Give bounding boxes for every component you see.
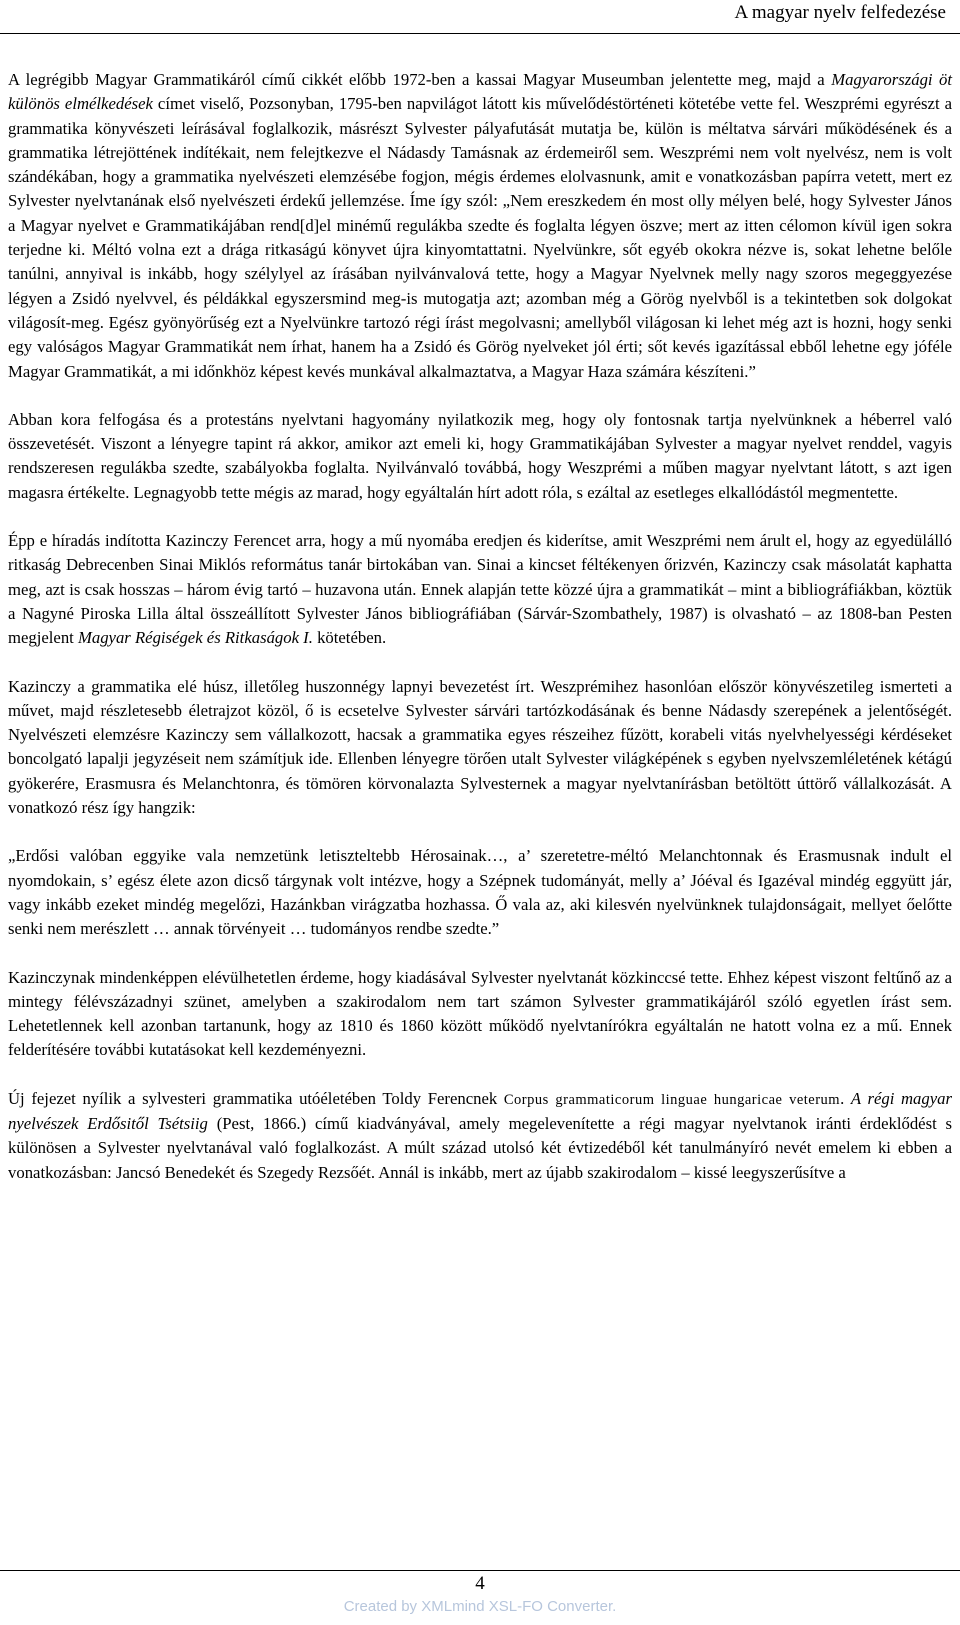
body-text	[8, 68, 952, 1209]
book-title-italic: Magyar Régiségek és Ritkaságok I.	[77, 628, 313, 648]
book-title-italic: Magyarországi öt különös elmélkedések	[8, 70, 953, 114]
paragraph-7-text-cont: (Pest, 1866.) című kiadványával, amely megelevenítette a régi magyar nyelvtanok iránti érdeklődést s különösen a Sylvester nyelvtanával való foglalkozást. A múlt század utolsó két évtizedéből két tanulmányíró nevét emelem ki ebben a vonatkozásban: Jancsó Benedekét és Szegedy Rezsőét. Annál is inkább, mert az újabb szakirodalom – kissé leegyszerűsítve a	[8, 1113, 952, 1182]
page-number: 4	[475, 1573, 485, 1594]
running-header	[0, 0, 960, 34]
header-title: A magyar nyelv felfedezése	[734, 2, 946, 23]
paragraph-2: Abban kora felfogása és a protestáns nyelvtani hagyomány nyilatkozik meg, hogy oly fontosnak tartja nyelvünknek a héberrel való összevetését. Viszont a lényegre tapint rá akkor, amikor azt emeli ki, hogy Grammatikájában Sylvester a magyar nyelvet renddel, vagyis rendszeresen regulákba szedte, szabályokba foglalta. Nyilvánvaló továbbá, hogy Weszprémi a műben magyar nyelvtant látott, s azt igen magasra értékelte. Legnagyobb tette mégis az marad, hogy egyáltalán hírt adott róla, s ezáltal az esetleges elkallódástól megmentette.	[8, 409, 952, 502]
paragraph-1-text: A legrégibb Magyar Grammatikáról című cikkét előbb 1972-ben a kassai Magyar Museumban jelentette meg, majd a	[8, 70, 832, 89]
book-title-smallcaps: Corpus grammaticorum linguae hungaricae veterum	[503, 1091, 841, 1108]
book-title-italic: A régi magyar nyelvészek Erdősitől Tsétsiig	[8, 1088, 952, 1133]
quote-paragraph: „Erdősi valóban eggyike vala nemzetünk letiszteltebb Hérosainak…, a’ szeretetre-méltó Melanchtonnak és Erasmusnak indult el nyomdokain, s’ egész élete azon dicső tárgynak volt intézve, hogy a Szépnek tudományát, melly a’ Jóéval és Igazéval mindég eggyütt jár, vagy inkább ezeket mindég megelőzi, Hazánkban virágzatba hozhassa. Ő vala az, aki kilesvén nyelvünknek tulajdonságait, mellyet őelőtte senki nem merészlett … annak törvényeit … tudományos rendbe szedte.”	[8, 846, 952, 939]
paragraph-1	[8, 68, 952, 384]
paragraph-1-text-cont: címet viselő, Pozsonyban, 1795-ben napvilágot látott kis művelődéstörténeti kötetébe vette fel. Weszprémi egyrészt a grammatika könyvészeti leírásával foglalkozik, másrészt Sylvester pályafutását mutatja be, külön is méltatva sárvári működésének és a grammatika létrejöttének indítékait, nem felejtkezve el Nádasdy Tamásnak az érdemeiről sem. Weszprémi nem volt nyelvész, nem is volt szándékában, hogy a grammatika nyelvészeti elemzésébe fogjon, mégis érdemes elolvasnunk, amit e vonatkozásban papírra vetett, mert ez Sylvester nyelvtanának első nyelvészeti érdekű jellemzése. Íme így szól: „Nem ereszkedem én most olly mélyen belé, hogy Sylvester János a Magyar nyelvet e Grammatikájában rend[d]el minémű regulákba szedte és foglalta légyen öszve; mert az itten célomon kívül igen sokra terjedne ki. Méltó volna ezt a drága ritkaságú könyvet újra kinyomtattatni. Nyelvünkre, sőt egyéb okokra nézve is, sokat lehetne belőle tanúlni, annyival is inkább, hogy szélylyel az írásában nyilvánvalová tette, hogy a Magyar Nyelvnek melly nagy szoros megeggyezése légyen a Zsidó nyelvvel, és példákkal egyszersmind meg-is mutogatja azt; azomban még a Görög nyelvből is a tekintetben sok dolgokat világosít-meg. Egész gyönyörűség ezt a Nyelvünkre tartozó régi írást megolvasni; amellyből világosan ki lehet még azt is hozni, hogy senki egy valóságos Magyar Grammatikát nem írhat, hanem ha a Zsidó és Görög nyelveket jól érti; sőt kevés igazítással ebből lehetne egy jóféle Magyar Grammatikát, a mi időnkhöz képest kevés munkával alkalmaztatva, a Magyar Haza számára készíteni.”	[8, 94, 952, 381]
paragraph-4: Kazinczy a grammatika elé húsz, illetőleg huszonnégy lapnyi bevezetést írt. Weszprémihez hasonlóan először könyvészetileg ismerteti a művet, majd részletesebb életrajzot közöl, ő is ecsetelve Sylvester sárvári tartózkodásának és benne Nádasdy szerepének a jelentőségét. Nyelvészeti elemzésre Kazinczy sem vállalkozott, hacsak a grammatika egyes részeihez fűzött, korabeli vitás nyelvhelyességi kérdéseket boncolgató lapalji jegyzéseit nem számítjuk ide. Ellenben lényegre törően utalt Sylvester világképének s egyben nyelvszemléletének kétágú gyökerére, Erasmusra és Melanchtonra, és tömören körvonalazta Sylvesternek a magyar nyelvtanírásban betöltött úttörő vállalkozását. A vonatkozó rész így hangzik:	[8, 676, 952, 818]
paragraph-7	[8, 1087, 952, 1185]
paragraph-7-sep: .	[840, 1088, 851, 1108]
footer-rule	[0, 1570, 960, 1571]
paragraph-3	[8, 529, 952, 650]
paragraph-7-text: Új fejezet nyílik a sylvesteri grammatika utóéletében Toldy Ferencnek	[8, 1088, 504, 1108]
paragraph-6: Kazinczynak mindenképpen elévülhetetlen érdeme, hogy kiadásával Sylvester nyelvtanát közkinccsé tette. Ehhez képest viszont feltűnő az a mintegy félévszázadnyi szünet, amelyben a szakirodalom nem tart számon Sylvester grammatikájáról szóló egyetlen írást sem. Lehetetlennek kell azonban tartanunk, hogy az 1810 és 1860 között működő nyelvtanírókra egyáltalán ne hatott volna ez a mű. Ennek felderítésére további kutatásokat kell kezdeményezni.	[8, 967, 952, 1060]
paragraph-3-text-cont: kötetében.	[312, 628, 387, 648]
paragraph-3-text: Épp e híradás indította Kazinczy Ferencet arra, hogy a mű nyomába eredjen és kiderítse, amit Weszprémi nem árult el, hogy az egyedülálló ritkaság Debrecenben Sinai Miklós református tanár birtokában van. Sinai a kincset féltékenyen őrizvén, Kazinczy csak másolatát kaphatta meg, azt is csak hosszas – három évig tartó – huzavona után. Ennek alapján tette közzé újra a grammatikát – mint a bibliográfiákban, köztük a Nagyné Piroska Lilla által összeállított Sylvester János bibliográfiában (Sárvár-Szombathely, 1987) is olvasható – az 1808-ban Pesten megjelent	[8, 531, 952, 648]
converter-credit: Created by XMLmind XSL-FO Converter.	[343, 1598, 617, 1615]
